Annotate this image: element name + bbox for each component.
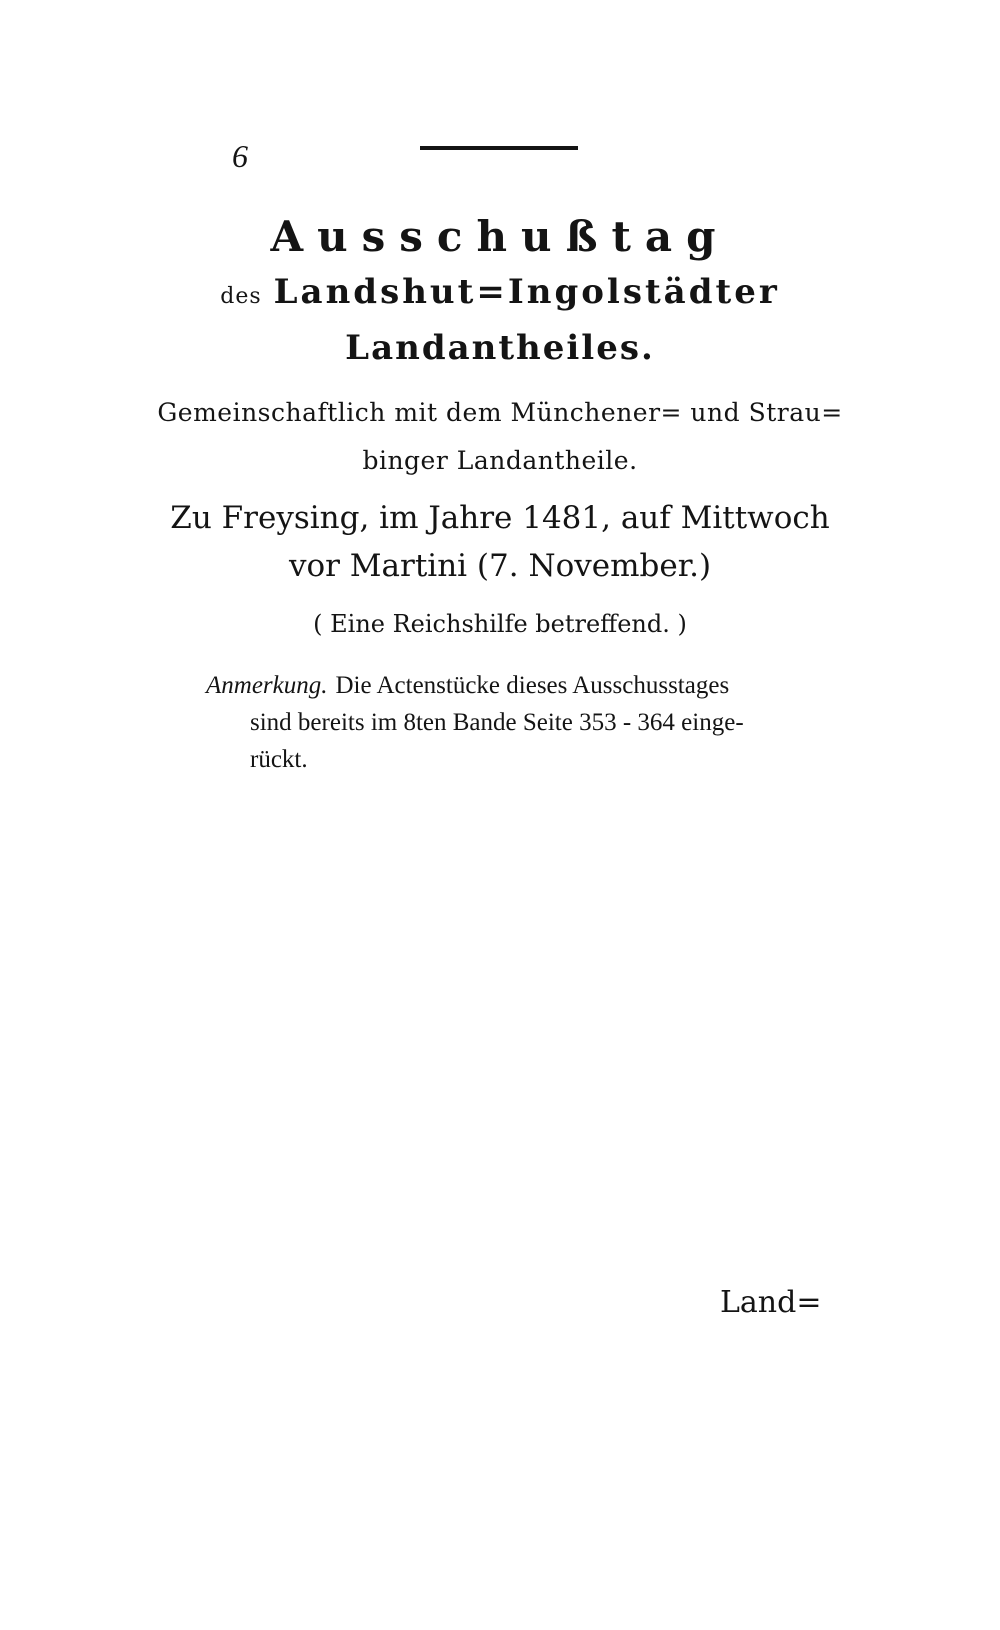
- note-text-1: Die Actenstücke dieses Ausschusstages: [335, 672, 730, 699]
- page-number: 6: [232, 138, 248, 174]
- note-line-3: rückt.: [250, 746, 308, 773]
- title-prefix: des: [220, 284, 262, 309]
- title-subtitle: [0, 272, 1000, 312]
- date-line-1: Zu Freysing, im Jahre 1481, auf Mittwoch: [170, 500, 830, 536]
- common-line-2: binger Landantheile.: [362, 446, 638, 475]
- header-rule: [420, 146, 578, 150]
- title-line-3: Landantheiles.: [345, 328, 655, 368]
- title-main: Ausschußtag: [270, 212, 730, 261]
- note-label: Anmerkung.: [206, 672, 328, 699]
- catchword: Land=: [720, 1285, 822, 1320]
- subject-line: ( Eine Reichshilfe betreffend. ): [313, 610, 687, 638]
- note-line-2: sind bereits im 8ten Bande Seite 353 - 364 einge-: [250, 709, 744, 736]
- note-line-1: [206, 672, 729, 700]
- common-line-1: Gemeinschaftlich mit dem Münchener= und Strau=: [157, 398, 843, 427]
- title-place: Landshut=Ingolstädter: [273, 272, 780, 312]
- date-line-2: vor Martini (7. November.): [288, 548, 712, 584]
